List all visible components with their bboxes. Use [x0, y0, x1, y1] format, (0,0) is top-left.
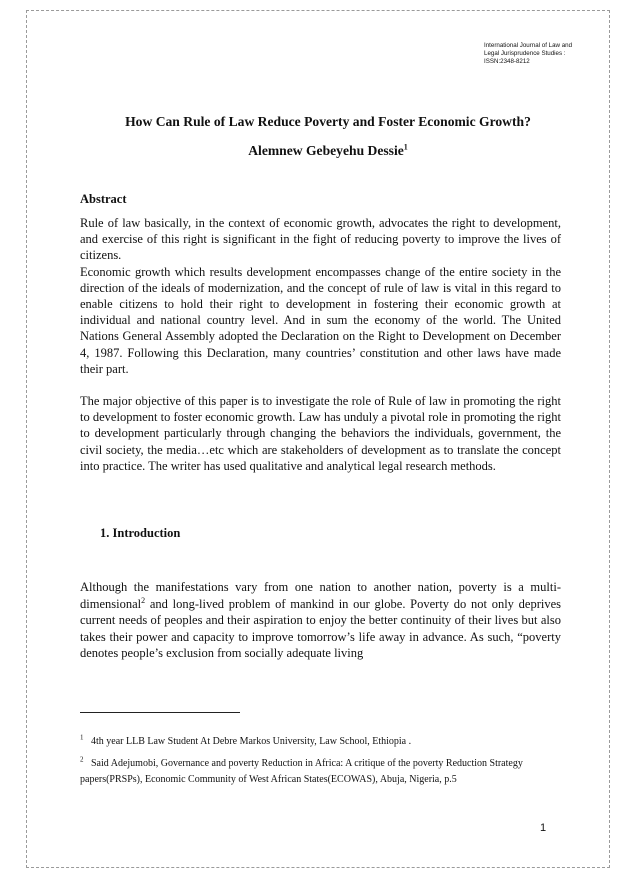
introduction-paragraph	[80, 579, 561, 662]
journal-name-line1: International Journal of Law and	[484, 42, 573, 49]
abstract-body	[80, 215, 561, 474]
introduction-heading: 1. Introduction	[100, 526, 181, 540]
abstract-paragraph-2: Economic growth which results development encompasses change of the entire society in the direction of the ideals of modernization, and the concept of rule of law is vital in this regard to enable citizens to hold their right to development in fostering their economic growth at individual and national country level. And in sum the economy of the world. The United Nations General Assembly adopted the Declaration on the Right to Development on December 4, 1987. Following this Declaration, many countries’ constitution and other laws have made their part.	[80, 264, 561, 376]
footnote-separator	[80, 712, 240, 713]
introduction-text-part1: Although the manifestations vary from one nation to another nation, poverty is a multi-dimensional	[80, 580, 561, 611]
paper-title: How Can Rule of Law Reduce Poverty and Foster Economic Growth?	[125, 114, 531, 129]
footnote-1-mark: 1	[80, 733, 84, 742]
abstract-heading: Abstract	[80, 192, 127, 206]
author-footnote-mark: 1	[403, 142, 408, 152]
journal-name-line2: Legal Jurisprudence Studies :	[484, 50, 566, 57]
abstract-paragraph-1: Rule of law basically, in the context of economic growth, advocates the right to development, and exercise of this right is significant in the fight of reducing poverty to improve the lives of citizens.	[80, 216, 561, 263]
footnote-1-text: 4th year LLB Law Student At Debre Markos University, Law School, Ethiopia .	[91, 736, 412, 747]
footnote-1	[80, 734, 570, 750]
author-line	[80, 143, 576, 159]
footnote-ref-2: 2	[141, 595, 146, 605]
introduction-body	[80, 579, 561, 662]
abstract-paragraph-3: The major objective of this paper is to investigate the role of Rule of law in promoting the right to development to foster economic growth. Law has unduly a pivotal role in promoting the right to development particularly through changing the behaviors the individuals, government, the civil society, the media…etc which are stakeholders of development as to translate the concept into practice. The writer has used qualitative and analytical legal research methods.	[80, 394, 561, 473]
footnote-2-mark: 2	[80, 755, 84, 764]
journal-header	[484, 42, 604, 66]
journal-issn: ISSN:2348-8212	[484, 58, 530, 65]
page-number: 1	[540, 822, 547, 834]
footnote-2-text: Said Adejumobi, Governance and poverty Reduction in Africa: A critique of the poverty Reduction Strategy papers(PRSPs), Economic Community of West African States(ECOWAS), Abuja, Nigeria, p.5	[80, 758, 523, 785]
author-name: Alemnew Gebeyehu Dessie	[248, 143, 404, 158]
footnote-2	[80, 756, 570, 788]
introduction-text-part2: and long-lived problem of mankind in our globe. Poverty do not only deprives current needs of peoples and their aspiration to enjoy the better continuity of their lives but also takes their power and capacity to improve tomorrow’s life away in advance. As such, “poverty denotes people’s exclusion from socially adequate living	[80, 596, 561, 660]
